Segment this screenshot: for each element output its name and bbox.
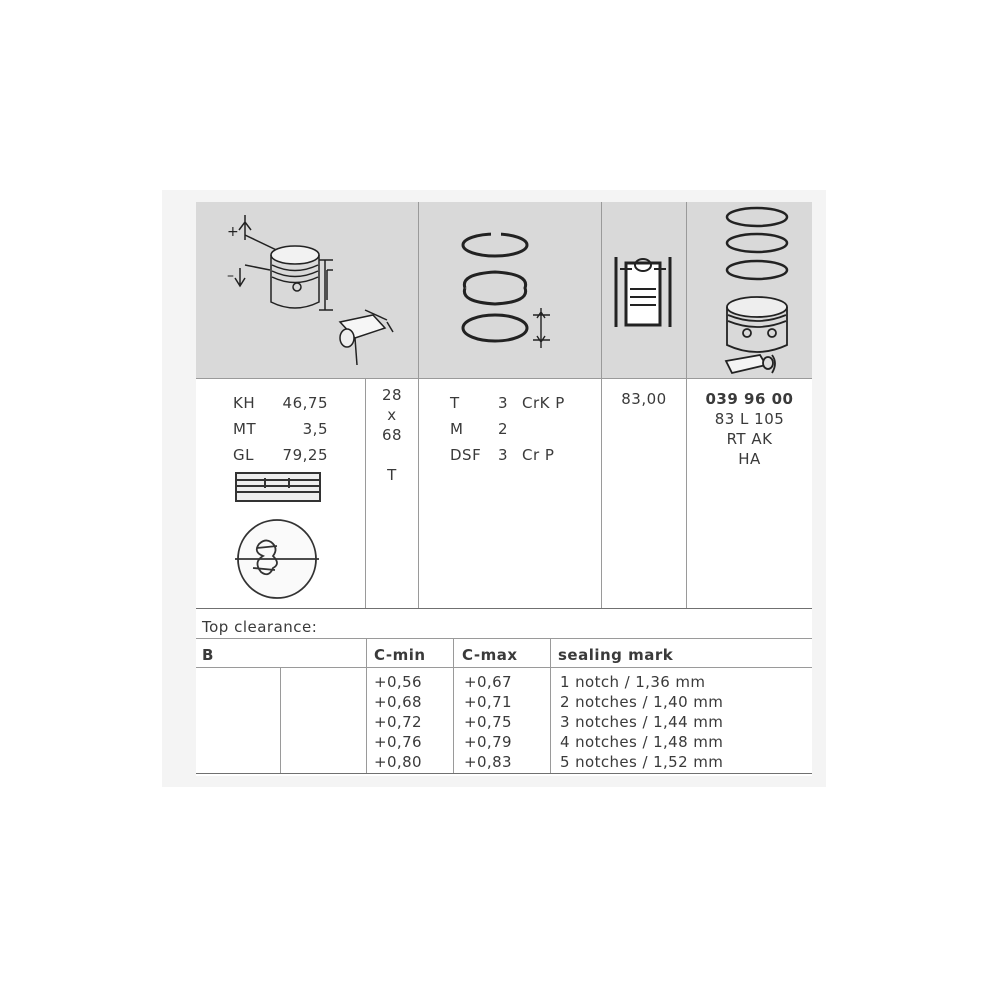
sealing-mark-value: 2 notches / 1,40 mm	[560, 693, 724, 711]
ring-qty: 3	[498, 394, 509, 412]
cmax-value: +0,71	[464, 693, 512, 711]
divider	[196, 773, 812, 774]
cmin-value: +0,68	[374, 693, 422, 711]
ring-type: DSF	[450, 446, 482, 464]
pin-diameter: 28	[381, 386, 403, 404]
sealing-mark-value: 1 notch / 1,36 mm	[560, 673, 706, 691]
ring-spec: CrK P	[522, 394, 565, 412]
gl-label: GL	[233, 446, 254, 464]
ring-profile-icon	[233, 470, 323, 506]
piston-dimension-icon	[215, 210, 405, 375]
sealing-mark-value: 5 notches / 1,52 mm	[560, 753, 724, 771]
pin-times: x	[387, 406, 397, 424]
cmin-value: +0,80	[374, 753, 422, 771]
divider	[550, 638, 551, 773]
ring-type: M	[450, 420, 464, 438]
bore-diameter: 83,00	[621, 390, 667, 408]
piston-kit-icon	[712, 205, 812, 380]
col-header-cmax: C-max	[462, 646, 518, 664]
divider	[196, 667, 812, 668]
gl-value: 79,25	[282, 446, 328, 464]
kh-value: 46,75	[282, 394, 328, 412]
divider	[453, 638, 454, 773]
pin-length: 68	[381, 426, 403, 444]
ring-type: T	[450, 394, 460, 412]
ring-spec: Cr P	[522, 446, 555, 464]
piston-top-icon	[233, 516, 323, 602]
cmin-value: +0,56	[374, 673, 422, 691]
mt-label: MT	[233, 420, 257, 438]
col-header-sealing-mark: sealing mark	[558, 646, 674, 664]
svg-text:+: +	[227, 224, 239, 240]
col-header-b: B	[202, 646, 214, 664]
piston-section-icon	[612, 255, 674, 330]
part-code: 83 L 105	[714, 410, 785, 428]
part-suffix: HA	[738, 450, 761, 468]
pin-type: T	[387, 466, 397, 484]
cmax-value: +0,67	[464, 673, 512, 691]
divider	[280, 667, 281, 773]
divider	[418, 202, 419, 608]
cmax-value: +0,75	[464, 713, 512, 731]
mt-value: 3,5	[302, 420, 328, 438]
part-number: 039 96 00	[705, 390, 794, 408]
cmin-value: +0,72	[374, 713, 422, 731]
piston-rings-icon	[455, 230, 575, 355]
ring-qty: 2	[498, 420, 509, 438]
sealing-mark-value: 3 notches / 1,44 mm	[560, 713, 724, 731]
kh-label: KH	[233, 394, 256, 412]
cmax-value: +0,79	[464, 733, 512, 751]
divider	[366, 638, 367, 773]
cmax-value: +0,83	[464, 753, 512, 771]
cmin-value: +0,76	[374, 733, 422, 751]
divider	[196, 608, 812, 609]
sealing-mark-value: 4 notches / 1,48 mm	[560, 733, 724, 751]
clearance-title: Top clearance:	[202, 618, 318, 636]
ring-qty: 3	[498, 446, 509, 464]
part-variant: RT AK	[726, 430, 773, 448]
divider	[196, 638, 812, 639]
col-header-cmin: C-min	[374, 646, 426, 664]
svg-text:–: –	[227, 268, 234, 284]
